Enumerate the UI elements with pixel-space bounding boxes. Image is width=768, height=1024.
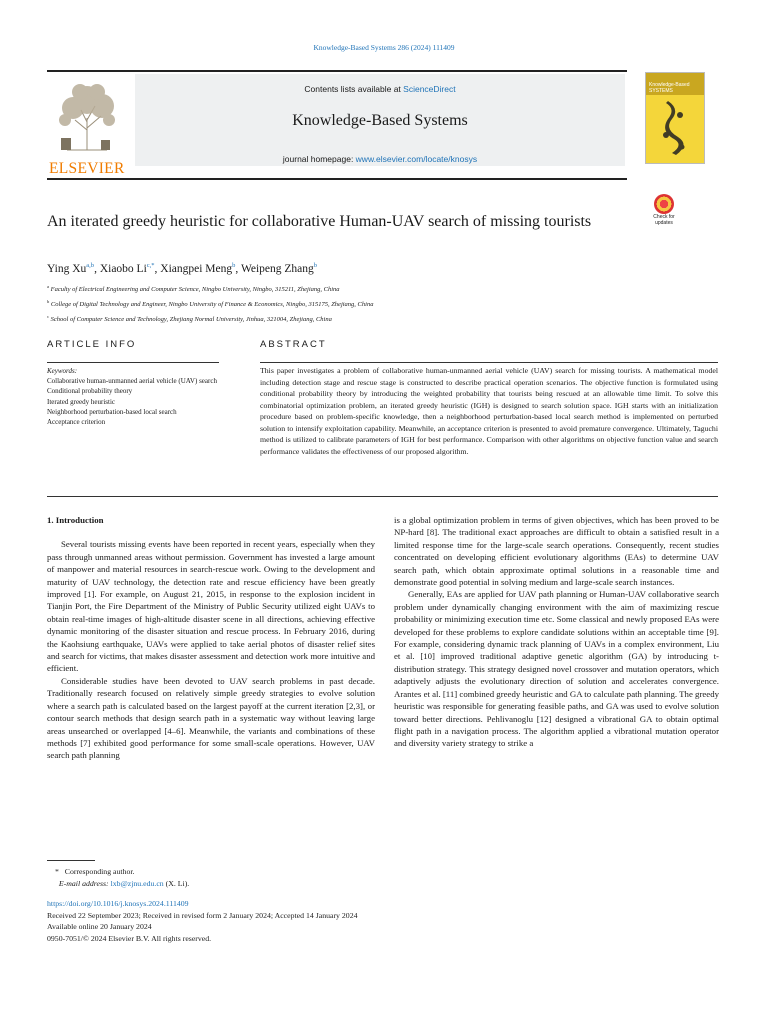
- article-info-heading: ARTICLE INFO: [47, 339, 137, 350]
- received-dates: Received 22 September 2023; Received in revised form 2 January 2024; Accepted 14 January 2024: [47, 910, 358, 920]
- homepage-prefix: journal homepage:: [282, 154, 356, 164]
- body-paragraph: Considerable studies have been devoted to UAV search problems in past decade. Traditionally research focused on relatively simple greedy strategies to evolve solution where a search path is calculated based on the largest payoff at the current iteration [2,3], or contour search methods that design search path in a systematic way without leaving large areas unsearched or overlapped [4–6]. Meanwhile, the variants and combinations of these methods [7] exhibited good performance for some small-scale operations. However, UAV search path planning: [47, 675, 375, 761]
- abstract-rule: [260, 362, 718, 363]
- contents-prefix: Contents lists available at: [304, 84, 404, 94]
- section-divider: [47, 496, 718, 497]
- affiliation-item: [47, 281, 373, 296]
- elsevier-wordmark: ELSEVIER: [49, 160, 125, 177]
- abstract-text: This paper investigates a problem of collaborative human-unmanned aerial vehicle (UAV) search for missing tourists. A mathematical model including detection stage and rescue stage is constructed to describe practical operation scenarios. The objective function is formulated using conditional probability theory by introducing the weighted probability that tourists being rescued at an allowable time limit. To solve this combinatorial optimization problem, an iterated greedy heuristic (IGH) is designed to search solution space. IGH starts with an initialization procedure based on problem-specific knowledge, then a neighborhood perturbation-based local search method is implemented on perturbed solution to intensify exploitation capability. Meanwhile, an acceptance criterion is presented to avoid premature convergence. Ultimately, Taguchi method is utilized to calibrate parameters of IGH for best performance. Comparison with other algorithms on objective function value and search performance validates the effectiveness of our proposed algorithm.: [260, 366, 718, 456]
- header-top-rule: [47, 70, 627, 72]
- author-list: Ying Xu$^{a,b}$, Xiaobo $Li^{c,*}$, Xiangpei Meng$^b$, Weipeng Zhang$^b$: [47, 262, 318, 275]
- affiliation-text: College of Digital Technology and Engineer, Ningbo University of Finance & Economics, Ningbo, 315175, Zhejiang, China: [50, 301, 374, 309]
- affiliation-item: [47, 296, 373, 311]
- author-affil-marks[interactable]: b: [232, 262, 236, 269]
- affiliation-item: [47, 311, 373, 326]
- online-date: Available online 20 January 2024: [47, 922, 152, 931]
- check-updates-icon: [654, 194, 674, 214]
- header-bottom-rule: [47, 178, 627, 180]
- journal-homepage-link[interactable]: www.elsevier.com/locate/knosys: [355, 154, 478, 164]
- journal-cover-image: [645, 72, 705, 164]
- section-heading: 1. Introduction: [47, 515, 104, 525]
- body-paragraph: is a global optimization problem in terms of given objectives, which has been proved to be NP-hard [8]. The traditional exact approaches are difficult to obtain a satisfied result in a limited response time for the large-scale search operations. Consequently, recent studies concentrated on developing efficient evolutionary algorithms (EAs) to determine UAV search path, which obtain approximate optimal solutions in a reasonable time and demonstrate good potential in solving medium and large-scale search instances.: [394, 515, 719, 588]
- doi-link[interactable]: https://doi.org/10.1016/j.knosys.2024.111409: [47, 899, 189, 908]
- author-name[interactable]: Ying Xu: [47, 262, 87, 275]
- affiliation-mark: a: [47, 284, 49, 289]
- author-name[interactable]: Xiaobo Li: [99, 262, 147, 275]
- contents-line: [135, 84, 625, 94]
- affiliation-text: School of Computer Science and Technology, Zhejiang Normal University, Jinhua, 321004, Zhejiang, China: [50, 316, 332, 324]
- journal-band: [135, 74, 625, 166]
- author-affil-marks[interactable]: a,b: [86, 262, 95, 269]
- email-link[interactable]: lxb@zjnu.edu.cn: [110, 879, 164, 888]
- email-suffix: (X. Li).: [165, 879, 190, 888]
- journal-citation[interactable]: Knowledge-Based Systems 286 (2024) 111409: [313, 43, 455, 52]
- check-for-updates-badge[interactable]: [646, 192, 682, 232]
- abstract-heading: ABSTRACT: [260, 339, 327, 350]
- email-label: E-mail address:: [58, 879, 109, 888]
- keyword-item: Acceptance criterion: [47, 418, 106, 427]
- footnote-email-line: [55, 878, 189, 890]
- sciencedirect-link[interactable]: ScienceDirect: [403, 84, 456, 94]
- affiliations: [47, 281, 373, 326]
- footnote-rule: [47, 860, 95, 861]
- keywords-block: [47, 366, 227, 427]
- cover-graphic-icon: [646, 95, 705, 164]
- journal-header: [47, 70, 720, 177]
- check-updates-label: Check for updates: [653, 214, 675, 226]
- body-column-left: [47, 514, 375, 762]
- publication-info: [47, 898, 358, 944]
- keyword-item: Collaborative human-unmanned aerial vehicle (UAV) search: [47, 377, 217, 386]
- affiliation-text: Faculty of Electrical Engineering and Computer Science, Ningbo University, Ningbo, 315211, Zhejiang, China: [50, 286, 340, 294]
- keyword-item: Conditional probability theory: [47, 387, 133, 396]
- author-affil-marks[interactable]: b: [313, 262, 318, 269]
- author-affil-marks[interactable]: c,*: [146, 262, 155, 269]
- journal-title: Knowledge-Based Systems: [292, 112, 468, 129]
- homepage-line: [135, 154, 625, 164]
- keyword-item: Iterated greedy heuristic: [47, 397, 116, 406]
- body-column-right: [394, 514, 719, 750]
- keyword-item: Neighborhood perturbation-based local search: [47, 407, 177, 416]
- elsevier-tree-logo: [47, 80, 127, 177]
- author-name[interactable]: Xiangpei Meng: [160, 262, 233, 275]
- body-paragraph: Generally, EAs are applied for UAV path planning or Human-UAV collaborative search problem under dynamically changing environment with the aim of maximizing rescue probability or minimizing execution time etc. Some classical and newly proposed EAs were developed for these problems to explore candidate solutions within an acceptable time [9]. For example, considering dynamic track planning of UAVs in a complex environment, Liu et al. [10] improved traditional adaptive genetic algorithm (GA) by introducing t-distribution strategy. This strategy designed novel crossover and mutation operators, which adaptively adjusts the evolutionary direction of solution and accelerates convergence. Arantes et al. [11] combined greedy heuristic and GA to calculate path planning. The greedy heuristic was responsible for generating feasible paths, and GA was used to evolve solution toward better directions. Pehlivanoglu [12] designed a vibrational GA to obtain optimal flight path in a navigation process. The algorithm applied a vibrational mutation operator and diversity variety strategy to strike a: [394, 589, 719, 749]
- article-title: An iterated greedy heuristic for collaborative Human-UAV search of missing tourists: [47, 213, 592, 230]
- footnote-text: Corresponding author.: [64, 867, 135, 876]
- footnote-star-line: * Corresponding author.: [55, 867, 135, 876]
- corresponding-author-footnote: [55, 866, 189, 890]
- cover-title: Knowledge-Based SYSTEMS: [649, 82, 690, 94]
- affiliation-mark: c: [47, 314, 49, 320]
- keywords-label: Keywords:: [47, 367, 78, 375]
- affiliation-mark: b: [47, 299, 50, 305]
- author-name[interactable]: Weipeng Zhang: [240, 262, 314, 275]
- body-paragraph: Several tourists missing events have been reported in recent years, especially when they pass through unmanned areas without permission. Government has invested a large amount of manpower and material resources in search-rescue work. Owing to the development and maturity of UAV technology, the detection rate and rescue efficiency have been greatly improved [1]. For example, on August 21, 2015, in response to the explosion incident in Tianjin Port, the Fire Department of the Ministry of Public Security utilized eight UAVs to obtain real-time images of high-altitude disaster scene in all directions, achieving effective dynamic monitoring of the disaster situation and rescue process. In February 2016, during the Kaohsiung earthquake, UAVs were applied to take aerial photos of disaster relief sites and search for victims, that makes disaster assessment and detection work more intuitive and efficient.: [47, 539, 375, 674]
- copyright-line: 0950-7051/© 2024 Elsevier B.V. All rights reserved.: [47, 933, 212, 943]
- article-info-rule: [47, 362, 219, 363]
